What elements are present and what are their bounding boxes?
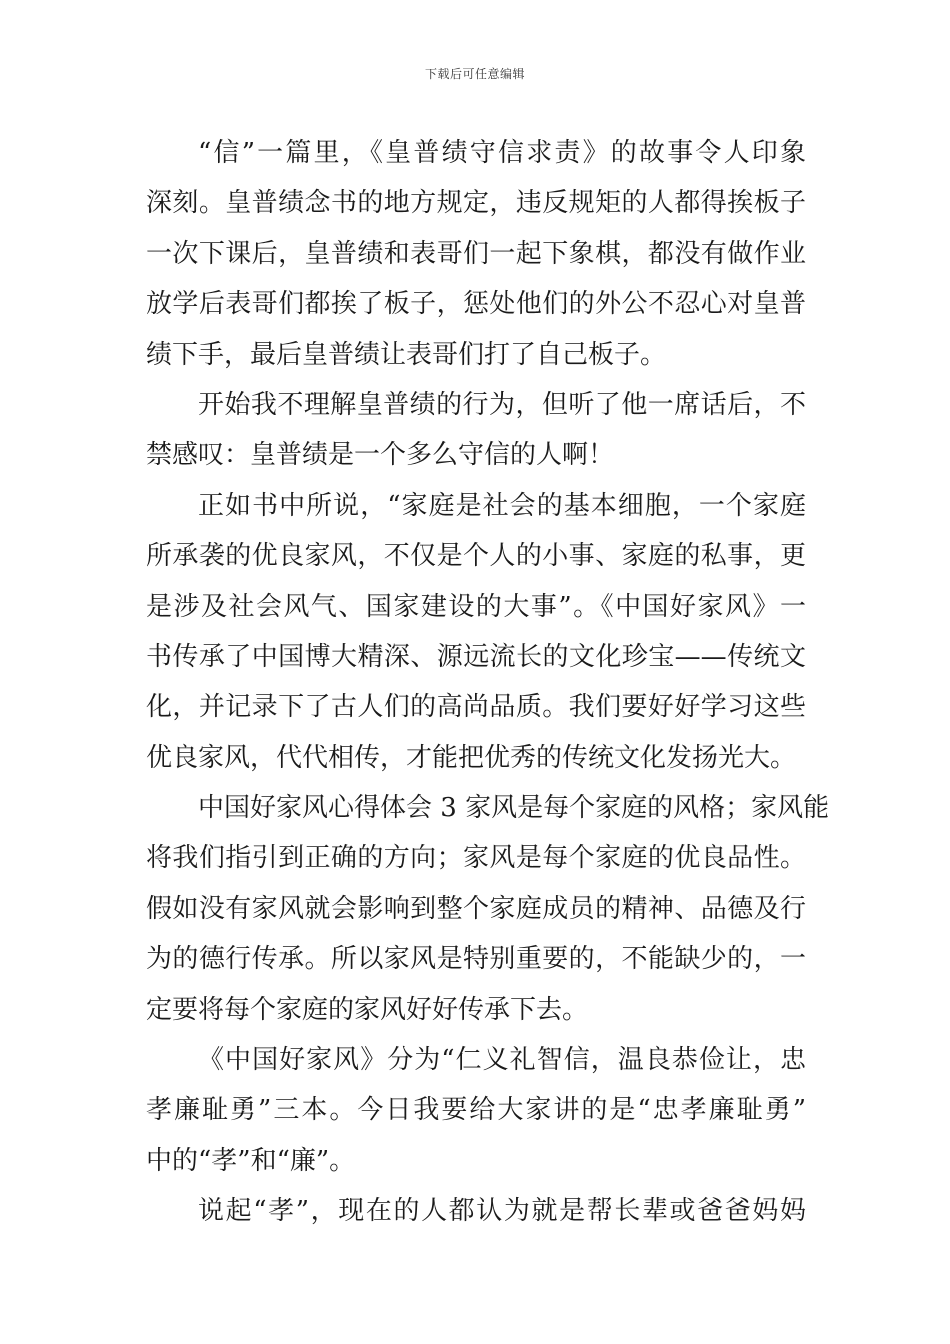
text-line: 开始我不理解皇普绩的行为，但听了他一席话后，不 (198, 389, 806, 420)
paragraph-essay-3 (146, 783, 830, 1035)
text-line: 放学后表哥们都挨了板子，惩处他们的外公不忍心对皇普 (146, 289, 806, 320)
paragraph-trust-story (146, 128, 806, 380)
text-line: 说起“孝”，现在的人都认为就是帮长辈或爸爸妈妈 (198, 1196, 806, 1227)
text-line: 一次下课后，皇普绩和表哥们一起下象棋，都没有做作业 (146, 238, 806, 269)
text-line: 优良家风，代代相传，才能把优秀的传统文化发扬光大。 (146, 742, 797, 773)
text-line: 将我们指引到正确的方向；家风是每个家庭的优良品性。 (146, 843, 806, 874)
paragraph-reflection (146, 380, 806, 481)
text-line: 是涉及社会风气、国家建设的大事”。《中国好家风》一 (146, 591, 806, 622)
text-line: 正如书中所说，“家庭是社会的基本细胞，一个家庭 (198, 490, 806, 521)
document-body (146, 128, 830, 1237)
text-line: 所承袭的优良家风，不仅是个人的小事、家庭的私事，更 (146, 541, 806, 572)
paragraph-book-quote (146, 481, 806, 783)
text-line: 孝廉耻勇”三本。今日我要给大家讲的是“忠孝廉耻勇” (146, 1095, 806, 1126)
text-line: 绩下手，最后皇普绩让表哥们打了自己板子。 (146, 339, 667, 370)
text-line: 假如没有家风就会影响到整个家庭成员的精神、品德及行 (146, 893, 806, 924)
page-header: 下载后可任意编辑 (424, 67, 525, 81)
paragraph-filial-piety (146, 1186, 806, 1236)
paragraph-book-parts (146, 1035, 806, 1186)
text-line: 深刻。皇普绩念书的地方规定，违反规矩的人都得挨板子 (146, 188, 806, 219)
text-line: 为的德行传承。所以家风是特别重要的，不能缺少的，一 (146, 944, 806, 975)
text-line: 书传承了中国博大精深、源远流长的文化珍宝——传统文 (146, 641, 806, 672)
text-line: 定要将每个家庭的家风好好传承下去。 (146, 994, 589, 1025)
text-line: 中国好家风心得体会 3 家风是每个家庭的风格；家风能 (198, 793, 830, 824)
text-line: 中的“孝”和“廉”。 (146, 1145, 356, 1176)
text-line: 《中国好家风》分为“仁义礼智信，温良恭俭让，忠 (198, 1045, 806, 1076)
text-line: 化，并记录下了古人们的高尚品质。我们要好好学习这些 (146, 692, 806, 723)
text-line: “信”一篇里，《皇普绩守信求责》的故事令人印象 (198, 138, 806, 168)
text-line: 禁感叹：皇普绩是一个多么守信的人啊！ (146, 440, 615, 471)
